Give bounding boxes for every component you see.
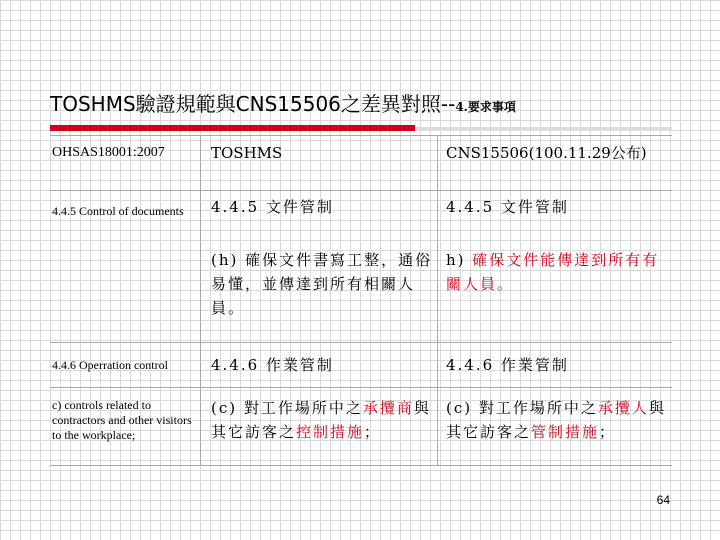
row4-toshms-highlight-b: 控制措施 [296,423,365,441]
table-rule-top [50,135,672,136]
row3-cns: 4.4.6 作業管制 [446,356,569,374]
row4-cns-highlight-b: 管制措施 [531,423,600,441]
row2-cns [446,248,670,296]
table-rule-1 [50,190,672,191]
row4-cns-text-b: 與其它訪客之 [446,399,666,441]
row3-toshms: 4.4.6 作業管制 [211,356,334,374]
title-suffix: 4.要求事項 [455,100,516,114]
table-col-divider-2 [437,135,438,465]
header-ohsas: OHSAS18001:2007 [52,145,165,160]
header-cns: CNS15506(100.11.29公布) [446,144,647,162]
row4-toshms-highlight-a: 承攬商 [362,399,414,417]
page-number: 64 [656,493,670,507]
header-toshms: TOSHMS [211,144,283,162]
row1-cns: 4.4.5 文件管制 [446,198,569,216]
title-underline-red [50,125,415,131]
table-rule-2 [50,342,672,343]
row4-toshms-text-c: ； [364,423,382,441]
row2-cns-highlight: 確保文件能傳達到所有有關人員。 [446,251,660,293]
row4-cns [446,396,670,444]
row4-toshms [211,396,437,444]
row4-ohsas: c) controls related to contractors and other visitors to the workplace; [52,398,192,442]
row4-toshms-text-a: (c) 對工作場所中之 [211,399,363,417]
table-rule-3 [50,387,672,388]
row4-toshms-text-b: 與其它訪客之 [211,399,431,441]
row1-toshms: 4.4.5 文件管制 [211,198,334,216]
row4-cns-highlight-a: 承攬人 [597,399,649,417]
row3-ohsas: 4.4.6 Operration control [52,358,168,372]
table-rule-bottom [50,465,672,466]
slide-title [50,88,690,117]
title-main: TOSHMS驗證規範與CNS15506之差異對照-- [50,92,456,116]
row2-toshms: (h) 確保文件書寫工整，通俗易懂，並傳達到所有相關人員。 [211,251,433,317]
title-underline-gray [415,127,672,131]
table-col-divider-1 [200,135,201,465]
row2-cns-prefix: h) [446,251,473,269]
row4-cns-text-a: (c) 對工作場所中之 [446,399,598,417]
row4-cns-text-c: ； [599,423,617,441]
row1-ohsas: 4.4.5 Control of documents [52,204,184,218]
